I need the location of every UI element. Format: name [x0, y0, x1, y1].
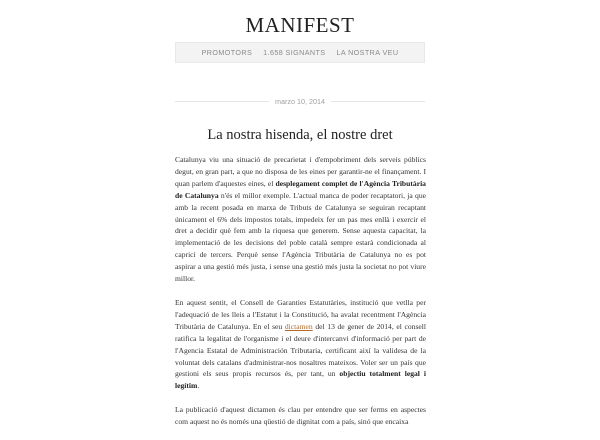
paragraph-1-bold: desplegament complet de l'Agència Tributària de Catalunya [175, 178, 426, 200]
nav-item-la-nostra-veu[interactable]: LA NOSTRA VEU [336, 48, 399, 57]
paragraph-1 [175, 154, 426, 285]
dictamen-link[interactable]: dictamen [284, 321, 313, 331]
paragraph-1-text-c: n'és el millor exemple. L'actual manca de poder recaptatori, ja que amb la recent posada en marxa de Tributs de Catalunya se seguiran recaptant únicament el 6% dels impostos totals, impedeix fer un pas mes enllà i exercir el dret a decidir què fem amb la riquesa que generem. Sense aquesta capacitat, la implementació de les decisions del poble català sempre estarà condicionada al caprici de tercers. Perquè sense l'Agència Tributària de Catalunya no es pot aspirar a una gestió més justa, i sense una gestió més justa la societat no pot viure millor. [175, 190, 426, 284]
post-date-row [175, 95, 425, 107]
paragraph-2-text-a: En aquest sentit, el Consell de Garanties Estatutàries, institució que vetlla per l'adequació de les lleis a l'Estatut i la Constitució, ha avalat recentment l'Agència Tributària de Catalunya. En el seu [175, 297, 426, 331]
paragraph-3: La publicació d'aquest dictamen és clau per entendre que ser ferms en aspectes com aquest no és només una qüestió de dignitat com a país, sinó que encaixa [175, 405, 426, 427]
main-navigation [175, 42, 425, 63]
paragraph-2-text-c: . [197, 381, 200, 391]
site-title[interactable]: MANIFEST [245, 13, 355, 37]
nav-item-signants[interactable]: 1.658 SIGNANTS [263, 48, 326, 57]
post-date[interactable]: marzo 10, 2014 [275, 96, 325, 106]
paragraph-2-bold: objectiu totalment legal i legítim [175, 369, 426, 391]
divider-left [175, 101, 269, 102]
post-title[interactable]: La nostra hisenda, el nostre dret [207, 127, 393, 143]
divider-right [331, 101, 425, 102]
nav-item-promotors[interactable]: PROMOTORS [201, 48, 253, 57]
paragraph-1-text-a: Catalunya viu una situació de precarietat i d'empobriment dels serveis públics degut, en gran part, a que no disposa de les eines per garantir-ne el finançament. I quan parlem d'aquestes eines, el [175, 155, 426, 188]
paragraph-2 [175, 297, 426, 392]
post-content [175, 154, 426, 440]
paragraph-2-text-b: del 13 de gener de 2014, el consell ratifica la legalitat de l'organisme i el deure d'intercanvi d'informació per part de l'Agencia Estatal de Administración Tributaria, certificant així la validesa de la voluntat dels catalans d'administrar-nos nosaltres mateixos. Voler ser un país que gestioni els seus propis recursos és, per tant, un [175, 321, 426, 379]
